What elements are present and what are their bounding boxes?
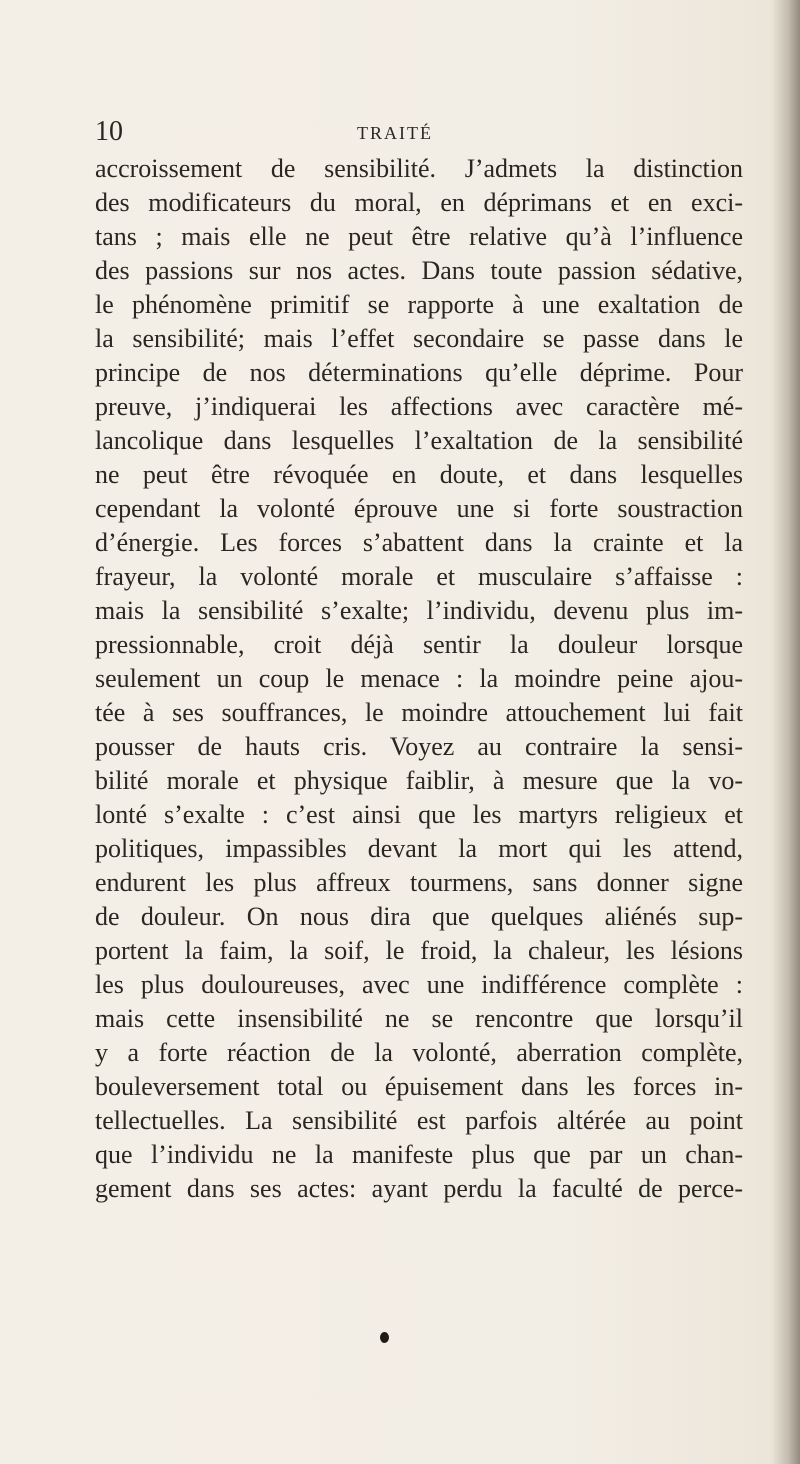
- text-line: seulement un coup le menace : la moindre peine ajou-: [95, 664, 743, 693]
- text-line: la sensibilité; mais l’effet secondaire se passe dans le: [95, 324, 743, 353]
- text-line: gement dans ses actes: ayant perdu la faculté de perce-: [95, 1174, 743, 1203]
- text-line: cependant la volonté éprouve une si forte soustraction: [95, 494, 743, 523]
- ink-spot-mark: [380, 1332, 389, 1343]
- page-number: 10: [95, 116, 123, 147]
- text-line: ne peut être révoquée en doute, et dans lesquelles: [95, 460, 743, 489]
- text-line: tée à ses souffrances, le moindre attouchement lui fait: [95, 698, 743, 727]
- text-line: des passions sur nos actes. Dans toute passion sédative,: [95, 256, 743, 285]
- text-line: accroissement de sensibilité. J’admets la distinction: [95, 154, 743, 183]
- text-line: de douleur. On nous dira que quelques aliénés sup-: [95, 902, 743, 931]
- text-line: pressionnable, croit déjà sentir la douleur lorsque: [95, 630, 743, 659]
- text-line: lancolique dans lesquelles l’exaltation de la sensibilité: [95, 426, 743, 455]
- text-line: preuve, j’indiquerai les affections avec caractère mé-: [95, 392, 743, 421]
- text-line: mais cette insensibilité ne se rencontre que lorsqu’il: [95, 1004, 743, 1033]
- text-line: bilité morale et physique faiblir, à mesure que la vo-: [95, 766, 743, 795]
- page-header: [95, 117, 743, 147]
- text-line: politiques, impassibles devant la mort qui les attend,: [95, 834, 743, 863]
- text-line: portent la faim, la soif, le froid, la chaleur, les lésions: [95, 936, 743, 965]
- text-line: les plus douloureuses, avec une indifférence complète :: [95, 970, 743, 999]
- text-line: des modificateurs du moral, en déprimans et en exci-: [95, 188, 743, 217]
- text-line: frayeur, la volonté morale et musculaire s’affaisse :: [95, 562, 743, 591]
- text-line: endurent les plus affreux tourmens, sans donner signe: [95, 868, 743, 897]
- text-line: y a forte réaction de la volonté, aberration complète,: [95, 1038, 743, 1067]
- text-line: lonté s’exalte : c’est ainsi que les martyrs religieux et: [95, 800, 743, 829]
- text-line: pousser de hauts cris. Voyez au contraire la sensi-: [95, 732, 743, 761]
- body-text: [95, 152, 743, 1206]
- text-line: d’énergie. Les forces s’abattent dans la crainte et la: [95, 528, 743, 557]
- text-line: tans ; mais elle ne peut être relative qu’à l’influence: [95, 222, 743, 251]
- text-line: que l’individu ne la manifeste plus que par un chan-: [95, 1140, 743, 1169]
- text-line: le phénomène primitif se rapporte à une exaltation de: [95, 290, 743, 319]
- text-line: principe de nos déterminations qu’elle déprime. Pour: [95, 358, 743, 387]
- page-edge-shadow: [772, 0, 800, 1464]
- text-line: tellectuelles. La sensibilité est parfois altérée au point: [95, 1106, 743, 1135]
- text-line: bouleversement total ou épuisement dans les forces in-: [95, 1072, 743, 1101]
- text-line: mais la sensibilité s’exalte; l’individu, devenu plus im-: [95, 596, 743, 625]
- running-title: TRAITÉ: [357, 123, 433, 143]
